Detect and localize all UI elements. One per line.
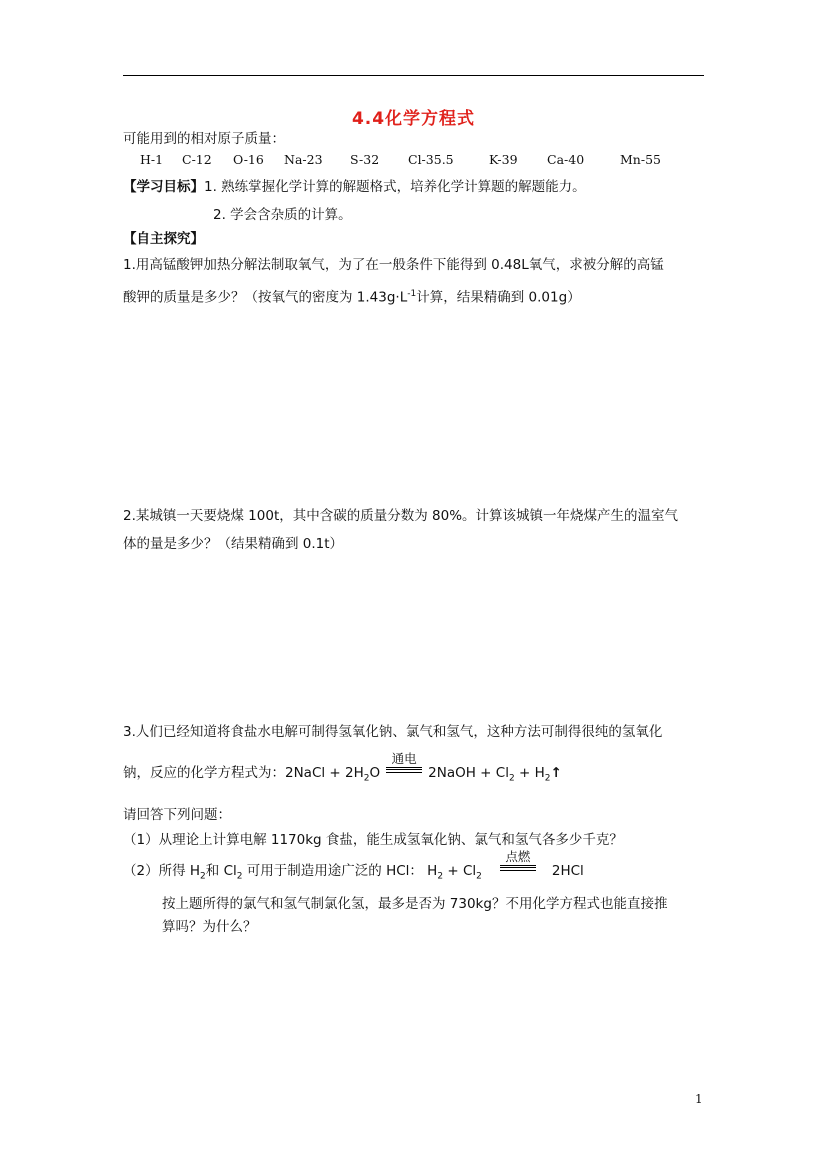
- mass-item: Na-23: [284, 152, 323, 167]
- header-rule: [123, 75, 704, 76]
- reaction-arrow: [384, 751, 424, 782]
- mass-item: Ca-40: [547, 152, 585, 167]
- reaction-condition: 通电: [391, 751, 417, 766]
- question-3-line-1: 3.人们已经知道将食盐水电解可制得氢氧化钠、氯气和氢气，这种方法可制得很纯的氢氧化: [123, 724, 663, 740]
- mass-item: Mn-55: [620, 152, 661, 167]
- mass-item: Cl-35.5: [408, 152, 454, 167]
- mass-item: O-16: [233, 152, 264, 167]
- mass-item: S-32: [350, 152, 380, 167]
- page-title: 4.4化学方程式: [351, 109, 476, 129]
- question-3-prompt: 请回答下列问题：: [123, 807, 231, 823]
- question-1-line-1: 1.用高锰酸钾加热分解法制取氧气，为了在一般条件下能得到 0.48L氧气，求被分解的高锰: [123, 257, 664, 273]
- question-3-follow-up-line-1: 按上题所得的氯气和氢气制氯化氢，最多是否为 730kg？不用化学方程式也能直接推: [162, 896, 668, 912]
- explore-heading: 【自主探究】: [123, 231, 204, 247]
- question-1-line-2: 酸钾的质量是多少？（按氧气的密度为 $1.43g\cdot L^{-1}$计算，结果精确到 0.01g）: [123, 289, 581, 306]
- reaction-arrow: [498, 849, 538, 880]
- question-3-sub-1: （1）从理论上计算电解 1170kg 食盐，能生成氢氧化钠、氯气和氢气各多少千克？: [123, 832, 623, 848]
- question-3-equation: 钠，反应的化学方程式为：2NaCl + $2H_2O$ 通电 2NaOH + $Cl_2$ + $H_2↑$: [123, 751, 562, 784]
- goal-item-1: 1. 熟练掌握化学计算的解题格式，培养化学计算题的解题能力。: [204, 179, 586, 195]
- question-2-line-2: 体的量是多少？（结果精确到 0.1t）: [123, 536, 344, 552]
- atomic-mass-label: 可能用到的相对原子质量：: [123, 131, 285, 147]
- mass-item: C-12: [182, 152, 212, 167]
- question-3-follow-up-line-2: 算吗？为什么？: [162, 919, 257, 935]
- page-number: 1: [695, 1092, 703, 1106]
- question-3-sub-2: （2）所得 $H_2$和 $Cl_2$ 可用于制造用途广泛的 HCl： $H_2 + Cl_2$ 点燃 2HCl: [123, 849, 584, 882]
- goals-heading: 【学习目标】: [123, 179, 204, 195]
- mass-item: K-39: [489, 152, 518, 167]
- gas-arrow-icon: ↑: [550, 765, 562, 781]
- mass-item: H-1: [140, 152, 164, 167]
- goal-item-2: 2. 学会含杂质的计算。: [213, 207, 352, 223]
- question-2-line-1: 2.某城镇一天要烧煤 100t，其中含碳的质量分数为 80%。计算该城镇一年烧煤产生的温室气: [123, 508, 679, 524]
- reaction-condition: 点燃: [505, 849, 531, 864]
- learning-goals: [123, 178, 586, 196]
